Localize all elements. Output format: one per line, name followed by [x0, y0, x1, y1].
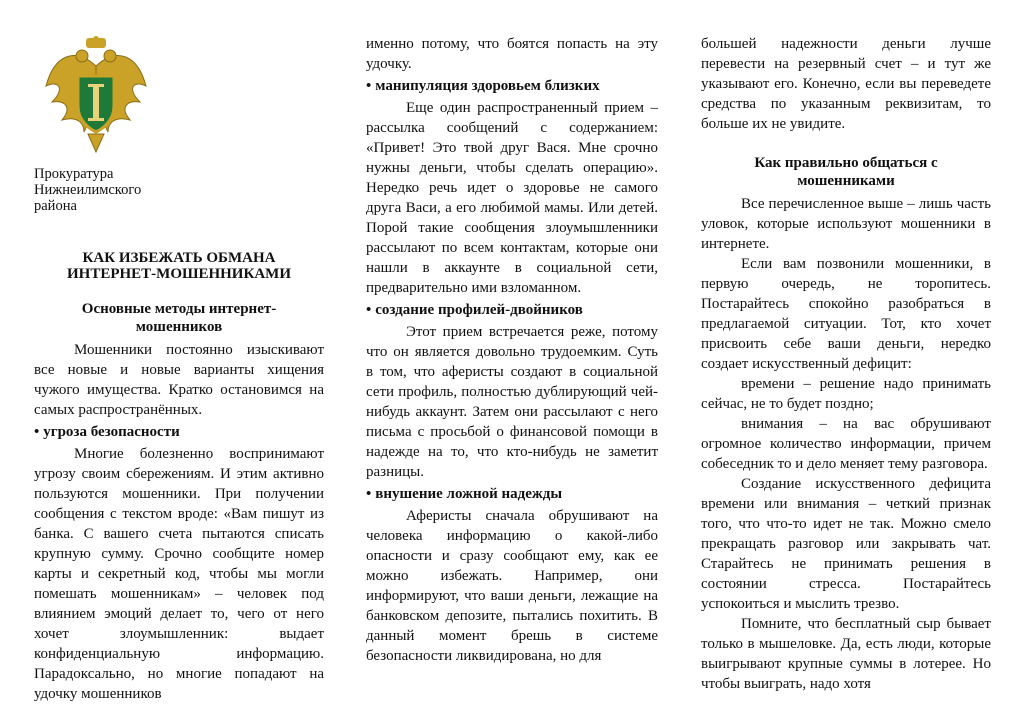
bullet-heading-false-hope: • внушение ложной надежды — [366, 486, 563, 502]
section-heading-methods: Основные методы интернет- мошенников — [81, 301, 277, 335]
paragraph: Все перечисленное выше – лишь часть уловок, которые используют мошенники в интернете. — [701, 196, 991, 252]
intro-paragraph: Мошенники постоянно изыскивают все новые и новые варианты хищения чужого имущества. Кратко остановимся на самых распространённых. — [34, 342, 324, 418]
bullet-paragraph: Аферисты сначала обрушивают на человека информацию о какой-либо опасности и сразу сообщают ему, как ее можно избежать. Например, они информируют, что ваши деньги, лежащие на банковском депозите, пытались похитить. В данный момент брешь в системе безопасности ликвидирована, но для — [366, 508, 658, 664]
title-line: КАК ИЗБЕЖАТЬ ОБМАНА — [82, 250, 276, 266]
title-line: ИНТЕРНЕТ-МОШЕННИКАМИ — [66, 266, 292, 282]
column-2 — [366, 34, 658, 666]
bullet-paragraph: Многие болезненно воспринимают угрозу своим сбережениям. И этим активно пользуются мошенники. При получении сообщения с текстом вроде: «Вам пишут из банка. С вашего счета пытаются списать крупную сумму. Срочно сообщите номер карты и секретный код, чтобы мы могли помешать мошенникам» – человек под влиянием эмоций делает то, чего от него хочет злоумышленник: выдает конфиденциальную информацию. Парадоксально, но многие попадают на удочку мошенников — [34, 446, 324, 702]
column-3 — [701, 34, 991, 694]
organization-name — [34, 166, 141, 214]
bullet-paragraph: Этот прием встречается реже, потому что он является довольно трудоемким. Суть в том, что аферисты создают в социальной сети профиль, полностью дублирующий чей-нибудь аккаунт. Затем они рассылают с него письма с просьбой о финансовой помощи в надежде на то, что кто-нибудь не заметит разницы. — [366, 324, 658, 480]
bullet-heading-health: • манипуляция здоровьем близких — [366, 78, 600, 94]
paragraph: Если вам позвонили мошенники, в первую очередь, не торопитесь. Постарайтесь спокойно разобраться в предлагаемой ситуации. Тот, кто хочет присвоить себе ваши деньги, нередко создает искусственный дефицит: — [701, 256, 991, 372]
paragraph: времени – решение надо принимать сейчас, не то будет поздно; — [701, 376, 991, 412]
org-line: района — [34, 198, 77, 214]
bullet-icon: • — [366, 78, 372, 94]
paragraph: внимания – на вас обрушивают огромное количество информации, причем собеседник то и дело меняет тему разговора. — [701, 416, 991, 472]
paragraph: Создание искусственного дефицита времени или внимания – четкий признак того, что что-то идет не так. Можно смело прекращать разговор или закрывать чат. Старайтесь не принимать решения в состоянии стресса. Постарайтесь успокоиться и мыслить трезво. — [701, 476, 991, 612]
paragraph: Помните, что бесплатный сыр бывает только в мышеловке. Да, есть люди, которые выигрывают крупные суммы в лотерее. Но чтобы выиграть, надо хотя — [701, 616, 991, 692]
prosecutor-emblem-icon — [44, 36, 148, 154]
page-title — [34, 250, 324, 282]
org-line: Прокуратура — [34, 166, 114, 182]
column-1-body — [34, 300, 324, 704]
org-line: Нижнеилимского — [34, 182, 142, 198]
bullet-icon: • — [366, 302, 372, 318]
bullet-icon: • — [34, 424, 40, 440]
bullet-paragraph: Еще один распространенный прием – рассылка сообщений с содержанием: «Привет! Это твой друг Вася. Мне срочно нужны деньги, чтобы сделать операцию». Нередко речь идет о здоровье не самого друга Васи, а его любимой мамы. Или детей. Порой такие сообщения злоумышленники рассылают по всем контактам, которые они нашли в аккаунте в социальной сети, предварительно ими взломанном. — [366, 100, 658, 296]
continuation-paragraph: большей надежности деньги лучше перевести на резервный счет – и тут же указывают его. Конечно, если вы переведете средства по указанным реквизитам, то больше их не увидите. — [701, 36, 991, 132]
bullet-icon: • — [366, 486, 372, 502]
bullet-heading-security: • угроза безопасности — [34, 424, 180, 440]
section-heading-communication: Как правильно общаться с мошенниками — [754, 155, 938, 189]
continuation-paragraph: именно потому, что боятся попасть на эту удочку. — [366, 36, 658, 72]
bullet-heading-doubles: • создание профилей-двойников — [366, 302, 583, 318]
